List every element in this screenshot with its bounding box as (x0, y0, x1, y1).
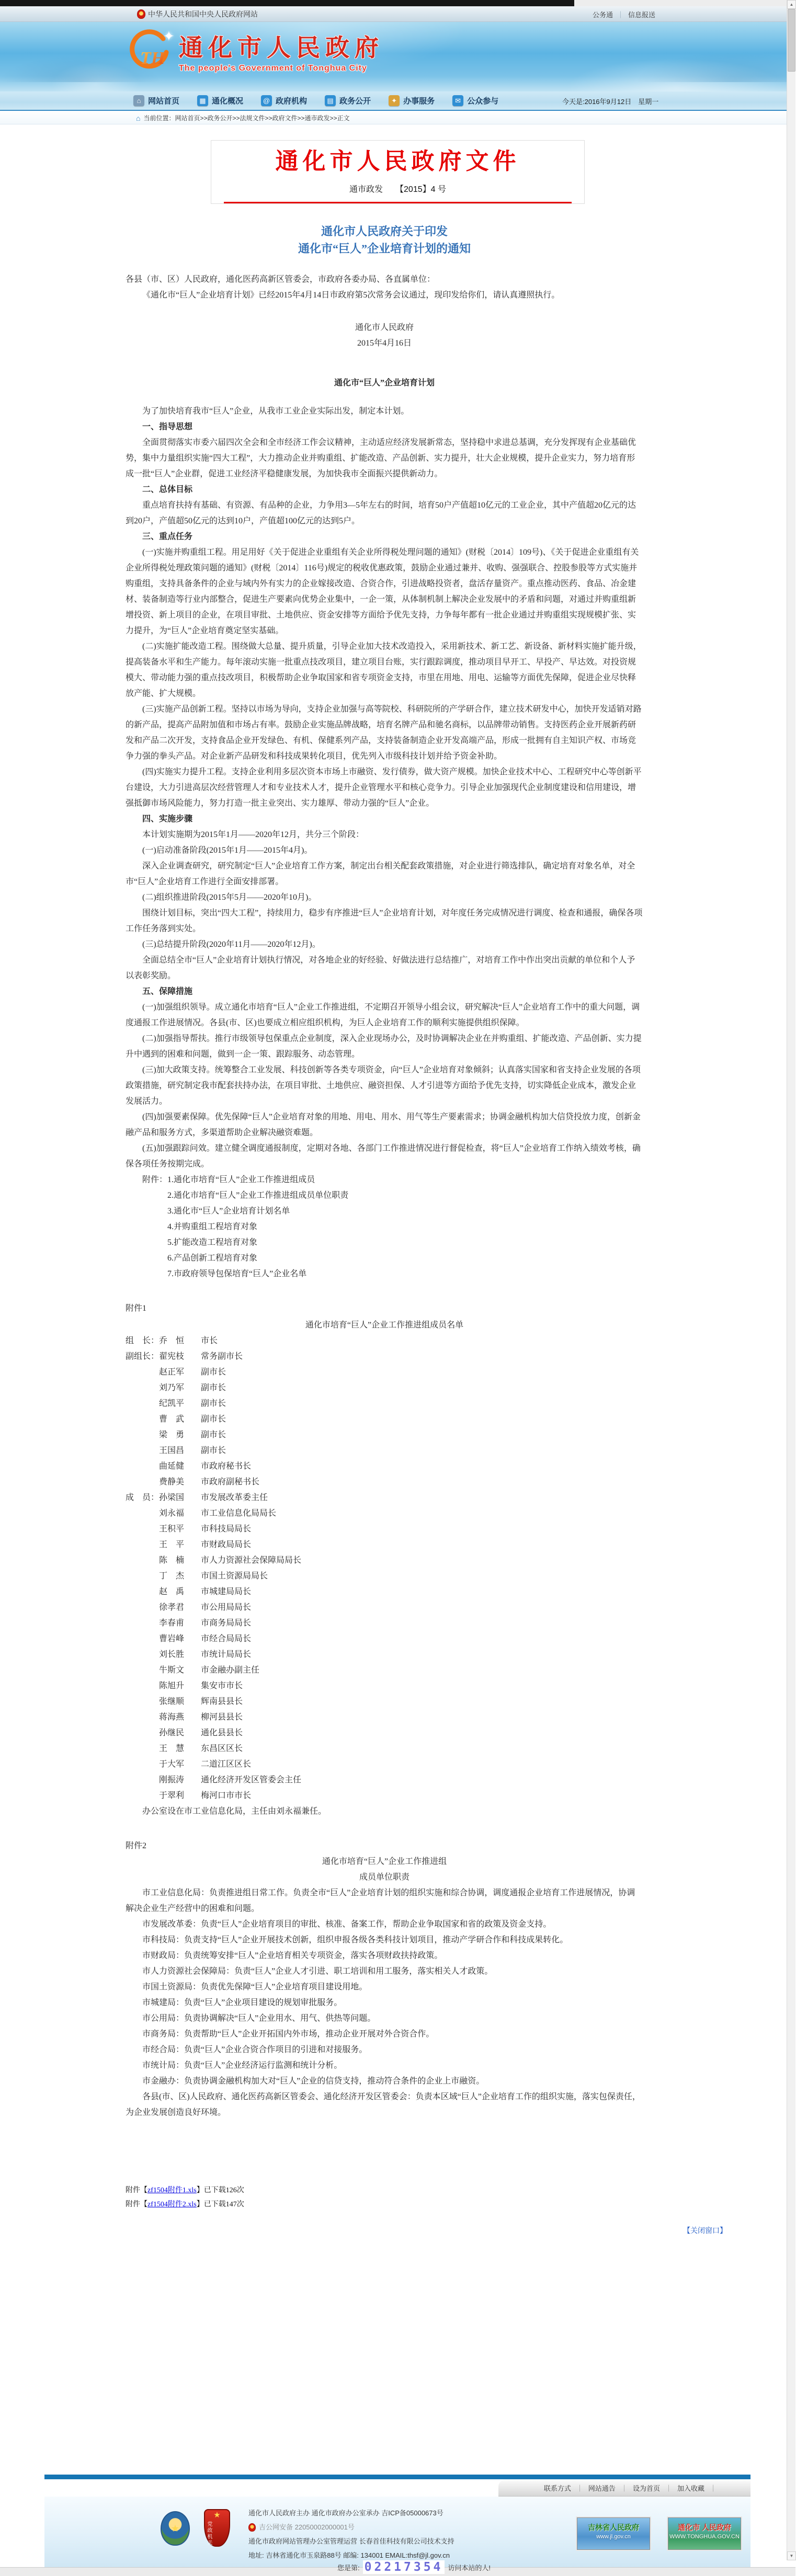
paragraph: 2.通化市培育“巨人”企业工作推进组成员单位职责 (142, 1191, 349, 1200)
logo-mark-icon (130, 28, 175, 75)
download-line (126, 2183, 643, 2197)
member-line: 于大军 二道江区区长 (126, 1760, 252, 1769)
download-prefix: 附件【 (126, 2186, 147, 2194)
scroll-down-arrow[interactable]: ▼ (787, 2551, 796, 2560)
paragraph: 5.扩能改造工程培育对象 (142, 1238, 258, 1247)
paragraph: 二、总体目标 (142, 485, 193, 494)
current-date: 今天是:2016年9月12日 星期一 (562, 98, 659, 106)
footer-link-item (588, 2485, 633, 2492)
footer-link[interactable]: 加入收藏 (677, 2485, 704, 2492)
paragraph: 全面总结全市“巨人”企业培育计划执行情况，对各地企业的好经验、好做法进行总结推广，对培育工作中作出突出贡献的单位和个人予以表彰奖励。 (126, 956, 635, 980)
duty-paragraph: 市科技局：负责支持“巨人”企业开展技术创新，组织申报各级各类科技计划项目，推动产学研合作和科技成果转化。 (142, 1936, 568, 1944)
download-suffix: 】已下载126次 (196, 2186, 244, 2194)
footer-link-separator: ｜ (665, 2485, 672, 2492)
paragraph: 深入企业调查研究，研究制定“巨人”企业培育工作方案，制定出台相关配套政策措施，对企业进行筛选排队，确定培育对象名单，对全市“巨人”企业培育工作进行全面安排部署。 (126, 862, 635, 886)
footer (0, 2475, 795, 2576)
central-gov-link[interactable] (137, 9, 258, 19)
visitor-counter (337, 2560, 491, 2574)
paragraph: 附件：1.通化市培育“巨人”企业工作推进组成员 (142, 1175, 315, 1184)
duty-paragraph: 市工业信息化局：负责推进组日常工作。负责全市“巨人”企业培育计划的组织实施和综合协调，调度通报企业培育工作进展情况，协调解决企业生产经营中的困难和问题。 (126, 1888, 635, 1913)
footer-text (248, 2506, 454, 2562)
member-list (126, 1333, 643, 1804)
member-line: 王国昌 副市长 (126, 1446, 226, 1455)
paragraph: 6.产品创新工程培育对象 (142, 1254, 258, 1263)
nav-item-label: 政府机构 (276, 97, 308, 106)
home-icon: ⌂ (136, 113, 141, 122)
plan-title: 通化市“巨人”企业培育计划 (334, 379, 435, 387)
duty-paragraph: 市财政局：负责统筹安排“巨人”企业培育相关专项资金，落实各项财政扶持政策。 (142, 1951, 443, 1960)
jilin-banner-url: www.jl.gov.cn (596, 2534, 631, 2540)
central-gov-label: 中华人民共和国中央人民政府网站 (148, 10, 258, 18)
footer-links-strip (44, 2479, 750, 2497)
nav-icon: ▦ (197, 95, 208, 106)
member-line: 曲延健 市政府秘书长 (126, 1462, 252, 1471)
footer-link-separator: ｜ (620, 2485, 628, 2492)
member-line: 曹岩峰 市经合局局长 (126, 1634, 252, 1643)
breadcrumb (136, 113, 350, 122)
security-line (248, 2520, 454, 2534)
attachment2-title-line1: 通化市培育“巨人”企业工作推进组 (322, 1857, 447, 1866)
member-line: 费静美 市政府副秘书长 (126, 1478, 260, 1486)
nav-item-label: 公众参与 (467, 97, 499, 106)
nav-item[interactable] (197, 95, 243, 106)
paragraph: (一)实施并购重组工程。用足用好《关于促进企业重组有关企业所得税处理问题的通知》(财税〔2014〕109号)、《关于促进企业重组有关企业所得税处理政策问题的通知》(财税〔2014〕116号)规定的税收优惠政策，鼓励企业通过兼并、收购、强强联合、控股参股等方式实施并购重组，支持具备条件的企业与域内外有实力的企业嫁接改造、合资合作，引进战略投资者，盘活存量资产。重点推动医药、食品、冶金建材、装备制造等行业内部整合，促进生产要素向优势企业集中，一企一策，从体制机制上解决企业发展中的矛盾和问题，对通过并购重组新增投资、新上项目的企业，在项目审批、土地供应、资金安排等方面给予优先支持，力争每年都有一批企业通过并购重组实现规模扩张、实力提升，为“巨人”企业培育奠定坚实基础。 (126, 548, 639, 635)
nav-item-label: 通化概况 (212, 97, 244, 106)
member-line: 孙继民 通化县县长 (126, 1728, 243, 1737)
salutation: 各县（市、区）人民政府，通化医药高新区管委会，市政府各委办局、各直属单位： (126, 275, 436, 284)
paragraph: 为了加快培育我市“巨人”企业，从我市工业企业实际出发，制定本计划。 (142, 407, 410, 416)
nav-icon: ✉ (452, 95, 463, 106)
nav-item[interactable] (452, 95, 498, 106)
svg-text:TH: TH (140, 49, 165, 68)
download-list (126, 2183, 643, 2212)
member-line: 赵正军 副市长 (126, 1368, 226, 1377)
intro-paragraph: 《通化市“巨人”企业培育计划》已经2015年4月14日市政府第5次常务会议通过，现印发给你们，请认真遵照执行。 (142, 291, 560, 300)
paragraph: (二)实施扩能改造工程。围绕做大总量、提升质量，引导企业加大技术改造投入，采用新技术、新工艺、新设备、新材料实施扩能升级，提高装备水平和生产能力。每年滚动实施一批重点技改项目，建立项目台账，实行跟踪调度，推动项目早开工、早投产、早达效。对投资规模大、带动能力强的重点技改项目，积极帮助企业争取国家和省专项资金支持，市里在用地、用电、运输等方面优先保障，促进企业尽快释放产能、扩大规模。 (126, 642, 642, 698)
top-strip (0, 0, 795, 6)
attachment-1 (126, 1301, 643, 1819)
member-line: 蒋海燕 柳河县县长 (126, 1713, 243, 1722)
member-line: 曹 武 副市长 (126, 1415, 226, 1424)
paragraph: (五)加强跟踪问效。建立健全调度通报制度，定期对各地、各部门工作推进情况进行督促检查，将“巨人”企业培育工作纳入绩效考核，确保各项任务按期完成。 (126, 1144, 641, 1169)
nav-item[interactable] (261, 95, 307, 106)
attachment2-body (126, 1885, 643, 2121)
document-content (0, 140, 795, 2475)
member-line: 刘长胜 市统计局局长 (126, 1650, 252, 1659)
paragraph: 一、指导思想 (142, 422, 193, 431)
footer-line-host: 通化市人民政府主办 通化市政府办公室承办 吉ICP备05000673号 (248, 2509, 444, 2517)
site-name: 通化市人民政府 (179, 35, 384, 61)
member-line: 张继顺 辉南县县长 (126, 1697, 243, 1706)
topbar-right-links (593, 9, 655, 19)
paragraph: (四)加强要素保障。优先保障“巨人”企业培育对象的用地、用电、用水、用气等生产要素需求；协调金融机构加大信贷投放力度，创新金融产品和服务方式，多渠道帮助企业解决融资难题。 (126, 1113, 641, 1137)
document-header-title: 通化市人民政府文件 (275, 148, 520, 174)
jilin-gov-banner[interactable] (577, 2517, 650, 2550)
attachment1-label: 附件1 (126, 1304, 147, 1313)
paragraph: 4.并购重组工程培育对象 (142, 1222, 258, 1231)
member-line: 纪凯平 副市长 (126, 1399, 226, 1408)
download-file-link[interactable]: zf1504附件1.xls (147, 2186, 197, 2194)
download-line (126, 2197, 643, 2212)
footer-link-item (677, 2485, 722, 2492)
download-prefix: 附件【 (126, 2201, 147, 2208)
site-banner (0, 22, 795, 91)
nav-items (0, 95, 498, 106)
footer-link-item (544, 2485, 588, 2492)
footer-line-operator: 通化市政府网站管理办公室管理运营 长春首佳科技有限公司技术支持 (248, 2537, 454, 2545)
jilin-banner-title: 吉林省人民政府 (588, 2523, 639, 2532)
article-title (126, 223, 643, 257)
footer-link-separator: ｜ (709, 2485, 717, 2492)
download-file-link[interactable]: zf1504附件2.xls (147, 2201, 197, 2208)
footer-links (544, 2483, 722, 2493)
visitor-prefix: 您是第: (337, 2563, 360, 2572)
member-line: 王积平 市科技局局长 (126, 1525, 252, 1533)
duty-paragraph: 市商务局：负责帮助“巨人”企业开拓国内外市场，推动企业开展对外合资合作。 (142, 2030, 435, 2039)
attachment2-label: 附件2 (126, 1841, 147, 1850)
party-gov-shield-icon (204, 2509, 230, 2547)
paragraph: 重点培育扶持有基础、有资源、有品种的企业，力争用3—5年左右的时间，培育50户产值超10亿元的工业企业，其中产值超20亿元的达到20户，产值超50亿元的达到10户，产值超100亿元的达到5户。 (126, 501, 636, 525)
separator: ｜ (617, 11, 624, 19)
nav-item[interactable] (389, 95, 435, 106)
nav-item[interactable] (133, 95, 179, 106)
document-number: 通市政发 【2015】4 号 (349, 185, 446, 194)
shield-text: 党政机关 (206, 2521, 212, 2546)
site-titles (179, 31, 384, 73)
member-line: 梁 勇 副市长 (126, 1430, 226, 1439)
nav-icon: ▤ (325, 95, 336, 106)
police-badge-icon (161, 2511, 190, 2546)
paragraph: 三、重点任务 (142, 532, 193, 541)
tonghua-banner-url: WWW.TONGHUA.GOV.CN (669, 2534, 740, 2540)
duty-paragraph: 市城建局：负责“巨人”企业项目建设的规划审批服务。 (142, 1998, 343, 2007)
article-title-line1: 通化市人民政府关于印发 (321, 225, 448, 238)
duty-paragraph: 市经合局：负责“巨人”企业合资合作项目的引进和对接服务。 (142, 2045, 368, 2054)
member-line: 于翠利 梅河口市市长 (126, 1791, 252, 1800)
site-logo[interactable] (130, 28, 384, 75)
duty-paragraph: 市人力资源社会保障局：负责“巨人”企业人才引进、职工培训和用工服务，落实相关人才政策。 (142, 1967, 493, 1976)
paragraph: (一)启动准备阶段(2015年1月——2015年4月)。 (142, 846, 313, 855)
footer-link[interactable]: 网站通告 (588, 2485, 616, 2492)
article-title-line2: 通化市“巨人”企业培育计划的通知 (298, 242, 471, 255)
nav-item[interactable] (325, 95, 371, 106)
breadcrumb-bar (0, 110, 795, 124)
security-emblem-icon (248, 2523, 256, 2532)
gov-top-bar (0, 6, 795, 22)
nav-icon: @ (261, 95, 272, 106)
paragraph: 7.市政府领导包保培育“巨人”企业名单 (142, 1269, 307, 1278)
member-line: 王 慧 东昌区区长 (126, 1744, 243, 1753)
paragraph: 围绕计划目标，突出“四大工程”，持续用力，稳步有序推进“巨人”企业培育计划，对年度任务完成情况进行调度、检查和通报，确保各项工作任务落到实处。 (126, 909, 643, 933)
scrollbar-thumb[interactable] (788, 9, 795, 72)
document-header-box (211, 140, 585, 204)
nav-item-label: 网站首页 (148, 97, 180, 106)
visitor-suffix: 访问本站的人! (448, 2563, 491, 2572)
close-window-link[interactable]: 【关闭窗口】 (683, 2227, 727, 2235)
site-name-en: The people's Government of Tonghua City (179, 64, 367, 73)
footer-main (44, 2497, 750, 2574)
paragraph: (四)实施实力提升工程。支持企业利用多层次资本市场上市融资、发行债券，做大资产规模。加快企业技术中心、工程研究中心等创新平台建设，大力引进高层次经营管理人才和专业技术人才，提升企业管理水平和核心竞争力。引导企业加强现代企业制度建设和信用建设，增强抵御市场风险能力，努力打造一批主业突出、实力雄厚、带动力强的“巨人”企业。 (126, 768, 642, 808)
duty-paragraph: 市公用局：负责协调解决“巨人”企业用水、用气、供热等问题。 (142, 2014, 376, 2023)
breadcrumb-text[interactable]: 当前位置：网站首页>>政务公开>>法规文件>>政府文件>>通市政发>>正文 (143, 115, 350, 122)
scroll-up-arrow[interactable]: ▲ (787, 0, 796, 9)
paragraph: (三)实施产品创新工程。坚持以市场为导向，支持企业加强与高等院校、科研院所的产学研合作，建立技术研发中心，加快开发适销对路的新产品，提高产品附加值和市场占有率。鼓励企业实施品牌战略，培育名牌产品和驰名商标，以品牌带动销售。支持医药企业开展新药研发和产品二次开发，支持食品企业开发绿色、有机、保健系列产品，支持装备制造企业开发高端产品，形成一批拥有自主知识产权、市场竞争力强的拳头产品。对企业新产品研发和科技成果转化项目，优先列入市级科技计划并给予资金补助。 (126, 705, 642, 761)
member-line: 丁 杰 市国土资源局局长 (126, 1572, 268, 1581)
signer: 通化市人民政府 (355, 323, 414, 332)
paragraph: 3.通化市“巨人”企业培育计划名单 (142, 1207, 290, 1216)
nav-icon: ✦ (389, 95, 400, 106)
member-line: 王 平 市财政局局长 (126, 1540, 252, 1549)
member-line: 牛斯文 市金融办副主任 (126, 1666, 260, 1675)
paragraph: 四、实施步骤 (142, 815, 193, 823)
gongwutong-link[interactable]: 公务通 (592, 11, 613, 19)
member-line: 刘乃军 副市长 (126, 1383, 226, 1392)
footer-blue-bar (44, 2475, 750, 2479)
paragraph: 五、保障措施 (142, 987, 193, 996)
duty-paragraph: 市金融办：负责协调金融机构加大对“巨人”企业的信贷支持，推动符合条件的企业上市融资。 (142, 2077, 485, 2086)
footer-link-separator: ｜ (576, 2485, 583, 2492)
paragraph: 全面贯彻落实市委六届四次全会和全市经济工作会议精神，主动适应经济发展新常态，坚持稳中求进总基调，充分发挥现有企业基础优势，集中力量组织实施“四大工程”，大力推动企业并购重组、扩能改造、产品创新、实力提升，壮大企业规模，提升企业实力，努力培育形成一批“巨人”企业群，促进工业经济平稳健康发展，为加快我市全面振兴提供新动力。 (126, 438, 636, 478)
top-dark-bar (0, 0, 574, 6)
attachment2-title-line2: 成员单位职责 (359, 1873, 410, 1882)
attachment-2 (126, 1838, 643, 2121)
member-line: 陈 楠 市人力资源社会保障局局长 (126, 1556, 302, 1565)
plan-body (126, 404, 643, 1282)
document-body (126, 223, 643, 2212)
member-line: 刘永福 市工业信息化局局长 (126, 1509, 277, 1518)
paragraph: (一)加强组织领导。成立通化市培育“巨人”企业工作推进组，不定期召开领导小组会议，研究解决“巨人”企业培育工作中的重大问题，调度通报工作进展情况。各县(市、区)也要成立相应组织机构，为巨人企业培育工作的顺利实施提供组织保障。 (126, 1003, 640, 1027)
info-report-link[interactable]: 信息报送 (628, 11, 655, 19)
paragraph: (三)总结提升阶段(2020年11月——2020年12月)。 (142, 940, 321, 949)
paragraph: (二)加强指导帮扶。推行市级领导包保重点企业制度，深入企业现场办公，及时协调解决企业在并购重组、扩能改造、产品创新、实力提升中遇到的困难和问题，做到一企一策、跟踪服务、动态管理。 (126, 1034, 642, 1059)
main-nav (0, 91, 795, 110)
member-line: 成 员：孙梁国 市发展改革委主任 (126, 1493, 268, 1502)
duty-paragraph: 市国土资源局：负责优先保障“巨人”企业培育项目建设用地。 (142, 1983, 368, 1991)
tonghua-banner-title: 通化市 人民政府 (678, 2523, 731, 2532)
nav-item-label: 政务公开 (339, 97, 371, 106)
sparkle-icon: ✦ (163, 28, 175, 44)
footer-link-item (633, 2485, 677, 2492)
close-window-row (44, 2225, 750, 2236)
tonghua-gov-banner[interactable] (668, 2517, 741, 2550)
duty-paragraph: 各县(市、区)人民政府、通化医药高新区管委会、通化经济开发区管委会：负责本区域“巨人”企业培育工作的组织实施，落实包保责任，为企业发展创造良好环境。 (126, 2092, 641, 2117)
footer-link[interactable]: 联系方式 (543, 2485, 571, 2492)
duty-paragraph: 市发展改革委：负责“巨人”企业培育项目的审批、核准、备案工作，帮助企业争取国家和省的政策及资金支持。 (142, 1920, 552, 1929)
paragraph: (二)组织推进阶段(2015年5月——2020年10月)。 (142, 893, 317, 902)
nav-icon: ⌂ (133, 95, 144, 106)
member-line: 陈旭升 集安市市长 (126, 1681, 243, 1690)
red-divider (224, 202, 572, 203)
visitor-count: 02217354 (363, 2560, 445, 2574)
paragraph: (三)加大政策支持。统筹整合工业发展、科技创新等各类专项资金，向“巨人”企业培育对象倾斜；认真落实国家和省支持企业发展的各项政策措施，研究制定我市配套扶持办法，在项目审批、土地供应、融资担保、人才引进等方面给予优先支持，切实降低企业成本，激发企业发展活力。 (126, 1066, 641, 1106)
member-line: 副组长：翟宪枝 常务副市长 (126, 1352, 243, 1361)
member-line: 徐孝君 市公用局局长 (126, 1603, 252, 1612)
sign-date: 2015年4月16日 (357, 339, 412, 348)
police-badge-star: ★ (170, 2523, 180, 2534)
security-number[interactable]: 吉公网安备 22050002000001号 (259, 2523, 355, 2531)
download-suffix: 】已下载147次 (196, 2201, 244, 2208)
member-line: 刚振涛 通化经济开发区管委会主任 (126, 1776, 302, 1784)
office-note: 办公室设在市工业信息化局，主任由刘永福兼任。 (142, 1807, 327, 1816)
footer-line-address: 地址: 吉林省通化市玉泉路88号 邮编: 134001 EMAIL:thsf@jl.gov.cn (248, 2551, 450, 2559)
attachment1-title: 通化市培育“巨人”企业工作推进组成员名单 (305, 1321, 464, 1330)
scrollbar[interactable] (787, 0, 795, 2560)
paragraph: 本计划实施期为2015年1月——2020年12月，共分三个阶段： (142, 830, 365, 839)
member-line: 赵 禹 市城建局局长 (126, 1587, 252, 1596)
member-line: 李春甫 市商务局局长 (126, 1619, 252, 1628)
footer-link[interactable]: 设为首页 (632, 2485, 660, 2492)
national-emblem-icon: ★ (137, 9, 145, 19)
member-line: 组 长：乔 恒 市长 (126, 1336, 218, 1345)
mountain-decoration (0, 51, 795, 82)
shield-star: ★ (213, 2511, 221, 2520)
nav-item-label: 办事服务 (403, 97, 435, 106)
duty-paragraph: 市统计局：负责“巨人”企业经济运行监测和统计分析。 (142, 2061, 343, 2070)
